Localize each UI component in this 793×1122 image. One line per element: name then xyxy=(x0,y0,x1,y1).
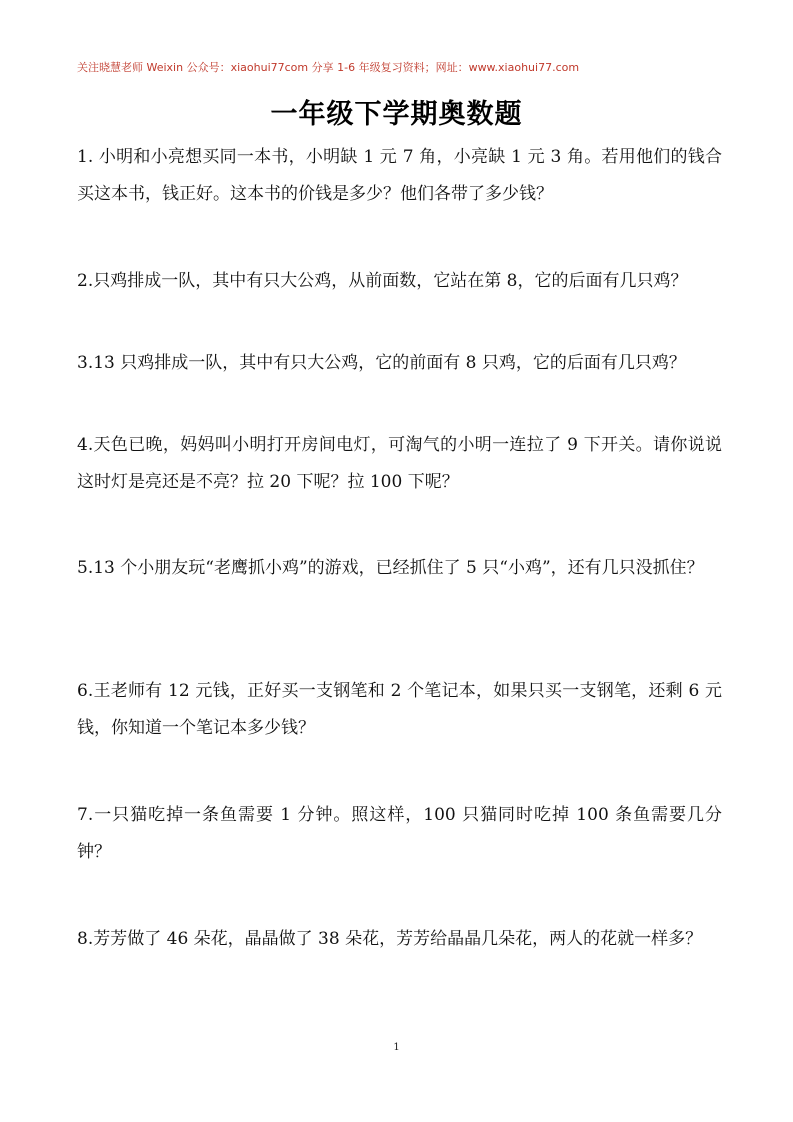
question-8: 8.芳芳做了 46 朵花，晶晶做了 38 朵花，芳芳给晶晶几朵花，两人的花就一样多？ xyxy=(77,929,703,949)
question-6: 6.王老师有 12 元钱，正好买一支钢笔和 2 个笔记本，如果只买一支钢笔，还剩 6 元钱，你知道一个笔记本多少钱？ xyxy=(77,681,722,738)
question-1: 1. 小明和小亮想买同一本书，小明缺 1 元 7 角，小亮缺 1 元 3 角。若用他们的钱合买这本书，钱正好。这本书的价钱是多少？他们各带了多少钱？ xyxy=(77,147,722,204)
header-note: 关注晓慧老师 Weixin 公众号：xiaohui77com 分享 1-6 年级复习资料；网址：www.xiaohui77.com xyxy=(77,61,580,74)
question-4: 4.天色已晚，妈妈叫小明打开房间电灯，可淘气的小明一连拉了 9 下开关。请你说说这时灯是亮还是不亮？拉 20 下呢？拉 100 下呢？ xyxy=(77,435,722,492)
page-number: 1 xyxy=(393,1042,400,1053)
question-5: 5.13 个小朋友玩“老鹰抓小鸡”的游戏，已经抓住了 5 只“小鸡”，还有几只没抓住？ xyxy=(77,558,704,578)
question-7: 7.一只猫吃掉一条鱼需要 1 分钟。照这样，100 只猫同时吃掉 100 条鱼需要几分钟？ xyxy=(77,805,722,862)
page-title: 一年级下学期奥数题 xyxy=(270,99,523,130)
question-2: 2.只鸡排成一队，其中有只大公鸡，从前面数，它站在第 8，它的后面有几只鸡？ xyxy=(77,271,688,291)
question-3: 3.13 只鸡排成一队，其中有只大公鸡，它的前面有 8 只鸡，它的后面有几只鸡？ xyxy=(77,353,686,373)
